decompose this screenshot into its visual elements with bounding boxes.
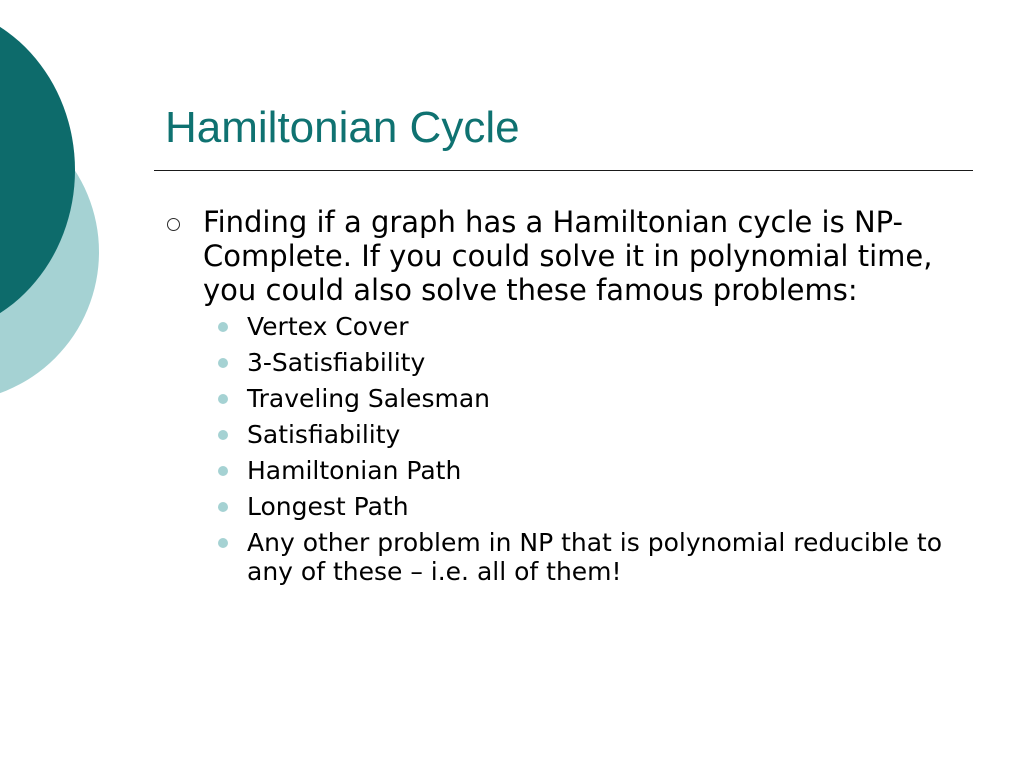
main-bullet — [165, 205, 965, 307]
list-item — [247, 312, 965, 341]
slide-title: Hamiltonian Cycle — [165, 103, 520, 152]
dot-bullet-icon — [218, 502, 228, 512]
dot-bullet-icon — [218, 358, 228, 368]
list-item-text: Longest Path — [247, 492, 409, 521]
list-item — [247, 528, 965, 586]
dot-bullet-icon — [218, 394, 228, 404]
list-item-text: Traveling Salesman — [247, 384, 490, 413]
slide-body — [165, 205, 965, 593]
ring-bullet-icon — [167, 218, 180, 231]
list-item-text: Satisfiability — [247, 420, 401, 449]
main-bullet-text: Finding if a graph has a Hamiltonian cycle is NP-Complete. If you could solve it in polynomial time, you could also solve these famous problems: — [203, 205, 933, 307]
dot-bullet-icon — [218, 430, 228, 440]
list-item — [247, 492, 965, 521]
list-item — [247, 348, 965, 377]
title-divider — [154, 170, 973, 171]
list-item-text: 3-Satisfiability — [247, 348, 426, 377]
sub-bullet-list — [165, 312, 965, 586]
dot-bullet-icon — [218, 466, 228, 476]
dot-bullet-icon — [218, 322, 228, 332]
list-item — [247, 456, 965, 485]
list-item — [247, 420, 965, 449]
list-item — [247, 384, 965, 413]
list-item-text: Any other problem in NP that is polynomial reducible to any of these – i.e. all of them! — [247, 528, 943, 586]
dot-bullet-icon — [218, 538, 228, 548]
list-item-text: Hamiltonian Path — [247, 456, 462, 485]
list-item-text: Vertex Cover — [247, 312, 409, 341]
